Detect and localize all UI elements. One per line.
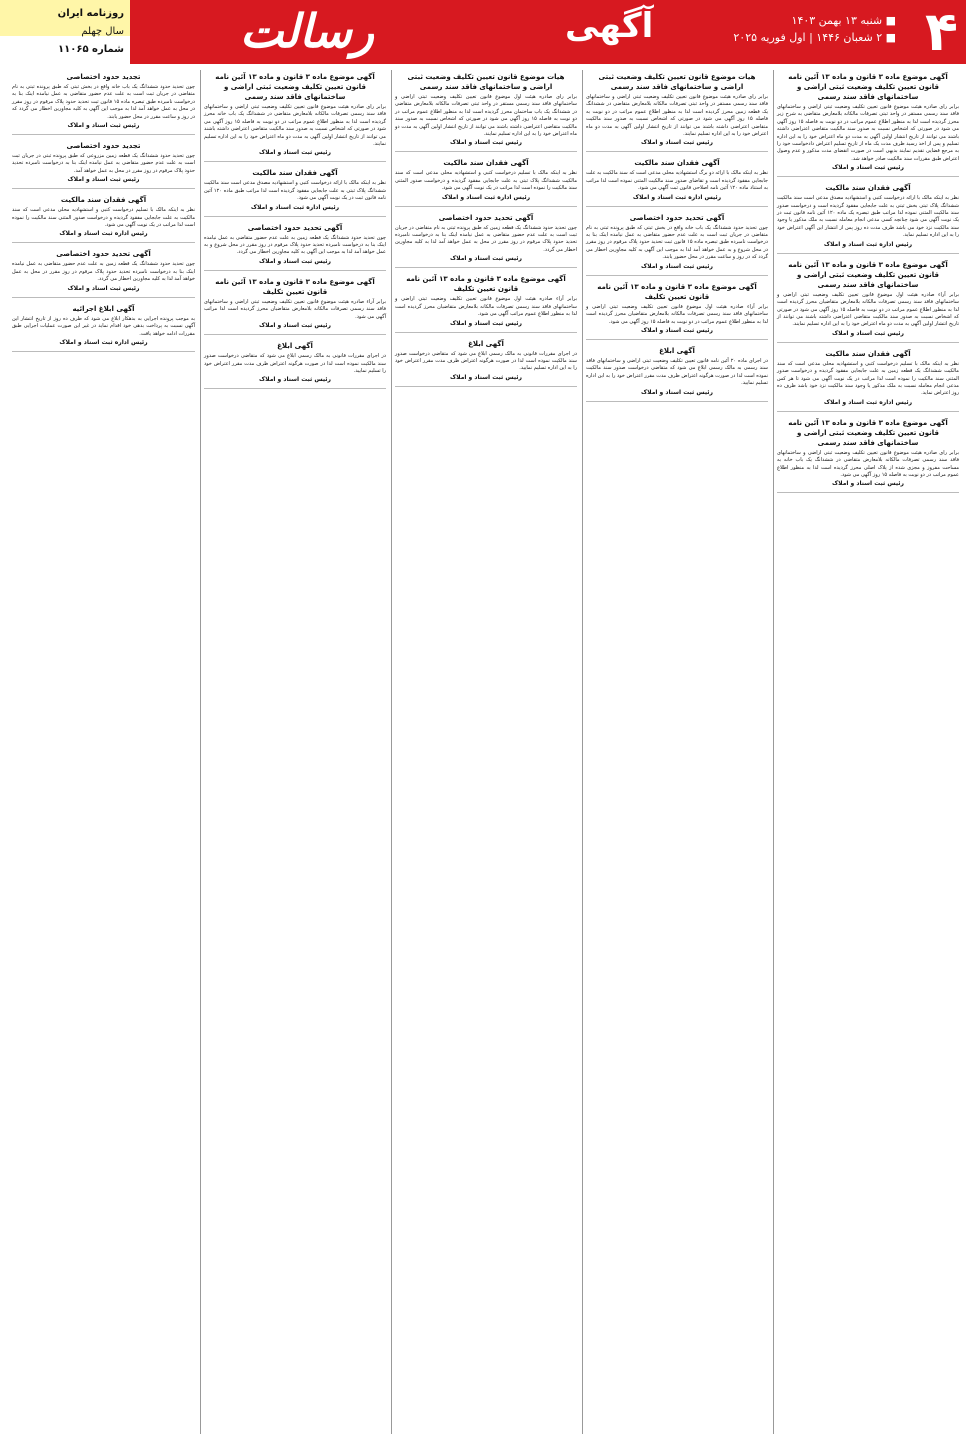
legal-notice [12,249,195,297]
notice-title: آگهی ابلاغ [277,342,313,351]
legal-notice [777,418,959,494]
notice-signature: رئیس ثبت اسناد و املاک [641,388,713,396]
notice-signature: رئیس ثبت اسناد و املاک [259,257,331,265]
legal-notice [586,346,768,402]
legal-notice [777,72,959,177]
masthead-line-3: شماره ۱۱۰۶۵ [58,44,124,55]
notice-title: آگهی موضوع ماده ۳ قانون و ماده ۱۳ آئین نامه قانون تعیین تکلیف وضعیت ثبتی اراضی و ساختمانهای فاقد سند رسمی [788,418,948,447]
notice-signature: رئیس اداره ثبت اسناد و املاک [59,338,148,346]
notice-signature: رئیس ثبت اسناد و املاک [67,284,140,292]
notice-signature: رئیس ثبت اسناد و املاک [641,139,713,147]
legal-notice [204,72,386,162]
legal-notice [395,274,577,332]
notice-body: نظر به اینکه مالک با ارائه درخواست کتبی و استشهادیه مصدق مدعی است سند مالکیت ششدانگ پلاک ثبتی بخش ثبتی به علت جابجایی مفقود گردیده است و درخواست صدور سند مالکیت المثنی نموده لذا مراتب طبق تبصره یک ماده ۱۲۰ آئین نامه قانون ثبت در یک نوبت آگهی می شود چنانچه کسی مدعی انجام معامله نسبت به ملک مذکور یا وجود سند مالکیت نزد خود می باشد ظرف مدت ده روز پس از انتشار این آگهی اعتراض خود را به این اداره تسلیم نماید. [777,195,959,239]
notice-body: نظر به اینکه مالک با تسلیم درخواست کتبی و استشهادیه محلی مدعی است که سند مالکیت ششدانگ پلاک ثبتی به علت جابجایی مفقود گردیده و درخواست صدور المثنی سند مالکیت را نموده است لذا مراتب در یک نوبت آگهی می شود. [395,170,577,192]
notice-title: آگهی موضوع ماده ۳ قانون و ماده ۱۳ آئین نامه قانون تعیین تکلیف [597,282,757,301]
notice-title: آگهی فقدان سند مالکیت [60,196,147,205]
notice-title: آگهی فقدان سند مالکیت [634,159,720,168]
notice-body: برابر رای صادره هیئت اول موضوع قانون تعیین تکلیف وضعیت ثبتی اراضی و ساختمانهای فاقد سند رسمی مستقر در واحد ثبتی تصرفات مالکانه بلامعارض متقاضی در ششدانگ یک باب ساختمان محرز گردیده است لذا به منظور اطلاع عموم مراتب در دو نوبت به فاصله ۱۵ روز آگهی می شود در صورتی که اشخاص نسبت به صدور سند مالکیت متقاضی اعتراضی داشته باشند می توانند از تاریخ انتشار اولین آگهی به مدت دو ماه اعتراض خود را به این اداره تسلیم نمایند. [395,94,577,138]
notice-body: به موجب پرونده اجرایی به بدهکار ابلاغ می شود که ظرف ده روز از تاریخ انتشار این آگهی نسبت به پرداخت بدهی خود اقدام نماید در غیر این صورت عملیات اجرایی طبق مقررات ادامه خواهد یافت. [12,315,195,337]
notice-signature: رئیس ثبت اسناد و املاک [450,139,522,147]
legal-notice [12,72,195,135]
notice-body: چون تحدید حدود ششدانگ یک باب خانه واقع در بخش ثبتی که طبق پرونده ثبتی به نام متقاضی در جریان ثبت است به علت عدم حضور متقاضی به عمل نیامده اینک بنا به درخواست نامبرده طبق تبصره ماده ۱۵ قانون ثبت تحدید حدود پلاک مرقوم در روز مقرر در محل شروع و به عمل خواهد آمد لذا به موجب این آگهی به کلیه مجاورین اخطار می گردد که در روز و ساعت مقرر در محل حضور یابند. [586,224,768,261]
legal-notice [395,339,577,387]
notice-body: برابر آراء صادره هیئت اول موضوع قانون تعیین تکلیف وضعیت ثبتی اراضی و ساختمانهای فاقد سند رسمی تصرفات مالکانه بلامعارض متقاضیان محرز گردیده است لذا به منظور اطلاع عموم مراتب آگهی می شود. [395,296,577,318]
notice-body: در اجرای مقررات قانونی به مالک رسمی ابلاغ می شود که متقاضی درخواست صدور سند مالکیت نموده است لذا در صورت هرگونه اعتراض ظرف مدت مقرر اعتراض خود را تسلیم نمایید. [204,353,386,374]
newspaper-logo: رسالت [240,4,374,58]
notice-title: آگهی تحدید حدود اختصاصی [629,213,725,222]
notice-body: چون تحدید حدود ششدانگ یک قطعه زمین مزروعی که طبق پرونده ثبتی در جریان ثبت است به علت عدم حضور متقاضی به عمل نیامده اینک بنا به درخواست نامبرده تحدید حدود پلاک مرقوم در روز مقرر در محل به عمل خواهد آمد. [12,153,195,174]
notice-title: آگهی موضوع ماده ۳ قانون و ماده ۱۳ آئین نامه قانون تعیین تکلیف وضعیت ثبتی اراضی و ساختمانهای فاقد سند رسمی [215,73,375,101]
notice-title: آگهی فقدان سند مالکیت [443,159,529,168]
ad-column [200,70,389,1434]
legal-notice [12,304,195,352]
page-number: ۴ [925,0,958,63]
notice-body: برابر رای صادره هیئت موضوع قانون تعیین تکلیف وضعیت ثبتی اراضی و ساختمانهای فاقد سند رسمی مستقر در واحد ثبتی تصرفات مالکانه بلامعارض متقاضی به شرح زیر محرز گردیده است لذا به منظور اطلاع عموم مراتب در دو نوبت به فاصله ۱۵ روز آگهی می شود در صورتی که اشخاص نسبت به صدور سند مالکیت متقاضی اعتراضی داشته باشند می توانند از تاریخ انتشار اولین آگهی به مدت دو ماه اعتراض خود را به این اداره تسلیم و پس از اخذ رسید ظرف مدت یک ماه از تاریخ تسلیم اعتراض دادخواست خود را به مرجع قضایی تقدیم نمایند بدیهی است در صورت انقضای مدت مذکور و عدم وصول اعتراض طبق مقررات سند مالکیت صادر خواهد شد. [777,104,960,162]
ads-columns [4,70,962,1434]
notice-body: چون تحدید حدود ششدانگ یک قطعه زمین که طبق پرونده ثبتی به نام متقاضی در جریان ثبت است به علت عدم حضور متقاضی به عمل نیامده اینک بنا به درخواست نامبرده تحدید حدود پلاک مرقوم در روز مقرر در محل به عمل خواهد آمد لذا به کلیه مجاورین اخطار می گردد. [395,224,577,253]
page-header [0,0,966,64]
notice-body: برابر آراء صادره هیئت اول موضوع قانون تعیین تکلیف وضعیت ثبتی اراضی و ساختمانهای فاقد سند رسمی تصرفات مالکانه بلامعارض متقاضیان محرز گردیده است لذا به منظور اطلاع عموم مراتب در دو نوبت به فاصله ۱۵ روز آگهی می شود. [586,303,768,325]
notice-title: آگهی فقدان سند مالکیت [252,169,338,178]
notice-signature: رئیس ثبت اسناد و املاک [832,164,904,172]
notice-body: نظر به اینکه مالک با ارائه درخواست کتبی و استشهادیه مصدق مدعی است سند مالکیت ششدانگ پلاک ثبتی به علت جابجایی مفقود گردیده است لذا مراتب طبق ماده ۱۲۰ آئین نامه قانون ثبت در یک نوبت آگهی می شود. [204,180,386,202]
legal-notice [777,349,959,412]
notice-title: آگهی موضوع ماده ۳ قانون و ماده ۱۳ آئین نامه قانون تعیین تکلیف وضعیت ثبتی اراضی و ساختمانهای فاقد سند رسمی [788,260,948,289]
notice-signature: رئیس ثبت اسناد و املاک [832,329,904,337]
notice-body: چون تحدید حدود ششدانگ یک قطعه زمین به علت عدم حضور متقاضی به عمل نیامده اینک بنا به درخواست نامبرده تحدید حدود پلاک مرقوم در روز مقرر در محل شروع و به عمل خواهد آمد لذا به موجب این آگهی به کلیه مجاورین اخطار می گردد. [204,234,386,256]
notice-signature: رئیس ثبت اسناد و املاک [259,322,331,330]
legal-notice [586,72,768,152]
legal-notice [586,158,768,206]
notice-title: تجدید حدود اختصاصی [66,142,141,151]
legal-notice [204,223,386,271]
legal-notice [395,213,577,269]
ad-column [391,70,580,1434]
legal-notice [777,260,959,343]
notice-body: برابر رای صادره هیئت موضوع قانون تعیین تکلیف وضعیت ثبتی اراضی و ساختمانهای فاقد سند رسمی مستقر در واحد ثبتی تصرفات مالکانه بلامعارض متقاضی در ششدانگ یک قطعه زمین محرز گردیده است لذا به منظور اطلاع عموم مراتب در دو نوبت به فاصله ۱۵ روز آگهی می شود در صورتی که اشخاص نسبت به صدور سند مالکیت متقاضی اعتراضی داشته باشند می توانند از تاریخ انتشار اولین آگهی به مدت دو ماه اعتراض خود را به این اداره تسلیم نمایند. [586,94,769,138]
notice-signature: رئیس ثبت اسناد و املاک [67,122,140,130]
masthead-line-2: سال چهلم [81,26,124,37]
notice-title: آگهی تحدید حدود اختصاصی [56,250,151,259]
legal-notice [777,183,959,253]
legal-notice [204,341,386,389]
notice-title: آگهی تحدید حدود اختصاصی [438,213,534,222]
notice-body: در اجرای ماده ۲۰ آئین نامه قانون تعیین تکلیف وضعیت ثبتی اراضی و ساختمانهای فاقد سند رسمی به مالک رسمی ابلاغ می شود که متقاضی درخواست صدور سند مالکیت نموده است لذا در صورت هرگونه اعتراض ظرف مدت مقرر اعتراض خود را به این اداره تسلیم نمایید. [586,357,768,387]
notice-title: آگهی ابلاغ [659,346,695,355]
notice-signature: رئیس ثبت اسناد و املاک [641,326,713,334]
legal-notice [12,141,195,189]
date-line-2: ■ ۲ شعبان ۱۴۴۶ | اول فوریه ۲۰۲۵ [733,31,896,44]
legal-notice [204,168,386,216]
ad-column [9,70,198,1434]
legal-notice [395,158,577,206]
notice-body: برابر رای صادره هیئت موضوع قانون تعیین تکلیف وضعیت ثبتی اراضی و ساختمانهای فاقد سند رسمی تصرفات مالکانه بلامعارض متقاضی در ششدانگ یک باب خانه به مساحت مفروز و مجزی شده از پلاک اصلی محرز گردیده است لذا به منظور اطلاع عموم مراتب در دو نوبت به فاصله ۱۵ روز آگهی می شود. [777,449,959,478]
notice-signature: رئیس اداره ثبت اسناد و املاک [823,398,913,406]
notice-title: آگهی موضوع ماده ۳ قانون و ماده ۱۳ آئین نامه قانون تعیین تکلیف وضعیت ثبتی اراضی و ساختمانهای فاقد سند رسمی [788,73,948,101]
notice-title: آگهی فقدان سند مالکیت [825,184,911,193]
date-line-1: ■ شنبه ۱۳ بهمن ۱۴۰۳ [791,14,896,27]
notice-title: تجدید حدود اختصاصی [66,73,141,81]
notice-title: آگهی ابلاغ اجرائیه [72,304,135,313]
ad-column [773,70,962,1434]
issue-dates [733,12,896,46]
notice-body: نظر به اینکه مالک با تسلیم درخواست کتبی و استشهادیه محلی مدعی است که سند مالکیت ششدانگ یک قطعه زمین به علت جابجایی مفقود گردیده و درخواست صدور المثنی سند مالکیت را نموده است لذا مراتب در یک نوبت آگهی می شود تا هر کس مدعی انجام معامله نسبت به ملک مذکور یا وجود سند مالکیت نزد خود باشد ظرف ده روز اعتراض نماید. [777,360,959,397]
legal-notice [586,282,768,340]
notice-title: آگهی فقدان سند مالکیت [825,349,911,358]
notice-signature: رئیس اداره ثبت اسناد و املاک [59,230,148,238]
notice-signature: رئیس ثبت اسناد و املاک [259,149,331,157]
notice-title: هیات موضوع قانون تعیین تکلیف وضعیت ثبتی اراضی و ساختمانهای فاقد سند رسمی [407,73,565,91]
notice-signature: رئیس اداره ثبت اسناد و املاک [250,203,340,211]
masthead-line-1: روزنامه ایران [57,8,124,19]
legal-notice [12,195,195,243]
notice-title: آگهی تحدید حدود اختصاصی [247,223,343,232]
notice-title: هیات موضوع قانون تعیین تکلیف وضعیت ثبتی اراضی و ساختمانهای فاقد سند رسمی [598,73,756,91]
notice-body: در اجرای مقررات قانونی به مالک رسمی ابلاغ می شود که متقاضی درخواست صدور سند مالکیت نموده است لذا در صورت هرگونه اعتراض ظرف مدت مقرر اعتراض خود را به این اداره تسلیم نمایید. [395,350,577,372]
notice-body: برابر آراء صادره هیئت اول موضوع قانون تعیین تکلیف وضعیت ثبتی اراضی و ساختمانهای فاقد سند رسمی تصرفات مالکانه بلامعارض متقاضیان محرز گردیده است لذا به منظور اطلاع عموم مراتب در دو نوبت به فاصله ۱۵ روز آگهی می شود در صورتی که اشخاص نسبت به صدور سند مالکیت متقاضی اعتراضی داشته باشند می توانند از تاریخ انتشار اولین آگهی به مدت دو ماه اعتراض خود را به این اداره تسلیم نمایند. [777,291,960,328]
notice-title: آگهی موضوع ماده ۳ قانون و ماده ۱۳ آئین نامه قانون تعیین تکلیف [215,277,375,296]
notice-body: برابر رای صادره هیئت موضوع قانون تعیین تکلیف وضعیت ثبتی اراضی و ساختمانهای فاقد سند رسمی تصرفات مالکانه بلامعارض متقاضی در ششدانگ یک باب خانه محرز گردیده است لذا به منظور اطلاع عموم مراتب در دو نوبت به فاصله ۱۵ روز آگهی می شود در صورتی که اشخاص نسبت به صدور سند مالکیت متقاضی اعتراضی داشته باشند می توانند از تاریخ انتشار اولین آگهی به مدت دو ماه اعتراض خود را به این اداره تسلیم نمایند. [204,104,386,148]
notice-body: چون تحدید حدود ششدانگ یک باب خانه واقع در بخش ثبتی که طبق پرونده ثبتی به نام متقاضی در جریان ثبت است به علت عدم حضور متقاضی به عمل نیامده اینک بنا به درخواست نامبرده طبق تبصره ماده ۱۵ قانون ثبت تحدید حدود پلاک مرقوم در روز مقرر در محل به عمل خواهد آمد لذا به موجب این آگهی به کلیه مجاورین اخطار می گردد که در روز و ساعت مقرر در محل حضور یابند. [12,84,195,120]
notice-body: نظر به اینکه مالک با ارائه دو برگ استشهادیه محلی مدعی است که سند مالکیت به علت جابجایی مفقود گردیده است و تقاضای صدور سند مالکیت المثنی نموده است لذا مراتب به استناد ماده ۱۲۰ آئین نامه اصلاحی قانون ثبت آگهی می شود. [586,170,768,192]
ad-column [582,70,771,1434]
notice-body: چون تحدید حدود ششدانگ یک قطعه زمین به علت عدم حضور متقاضی به عمل نیامده اینک بنا به درخواست نامبرده تحدید حدود پلاک مرقوم در روز مقرر در محل به عمل خواهد آمد لذا به کلیه مجاورین اخطار می گردد. [12,261,195,283]
masthead-box [0,0,130,64]
notice-signature: رئیس اداره ثبت اسناد و املاک [823,240,913,248]
notice-signature: رئیس ثبت اسناد و املاک [67,176,140,184]
notice-signature: رئیس ثبت اسناد و املاک [450,255,522,263]
legal-notice [586,213,768,276]
notice-signature: رئیس اداره ثبت اسناد و املاک [632,193,722,201]
notice-title: آگهی موضوع ماده ۳ قانون و ماده ۱۳ آئین نامه قانون تعیین تکلیف [406,275,566,294]
notice-signature: رئیس ثبت اسناد و املاک [832,480,904,488]
legal-notice [204,277,386,335]
notice-body: نظر به اینکه مالک با تسلیم درخواست کتبی و استشهادیه محلی مدعی است که سند مالکیت به علت جابجایی مفقود گردیده و درخواست صدور المثنی سند مالکیت را نموده است لذا مراتب در یک نوبت آگهی می شود. [12,207,195,229]
notice-signature: رئیس ثبت اسناد و املاک [450,319,522,327]
notice-title: آگهی ابلاغ [468,339,504,348]
notice-signature: رئیس اداره ثبت اسناد و املاک [441,193,531,201]
legal-notice [395,72,577,152]
notice-signature: رئیس ثبت اسناد و املاک [450,373,522,381]
notice-body: برابر آراء صادره هیئت موضوع قانون تعیین تکلیف وضعیت ثبتی اراضی و ساختمانهای فاقد سند رسمی تصرفات مالکانه بلامعارض متقاضیان محرز گردیده است لذا مراتب آگهی می شود. [204,298,386,320]
section-title: آگهی [565,6,654,46]
notice-signature: رئیس ثبت اسناد و املاک [641,262,713,270]
notice-signature: رئیس ثبت اسناد و املاک [259,376,331,384]
